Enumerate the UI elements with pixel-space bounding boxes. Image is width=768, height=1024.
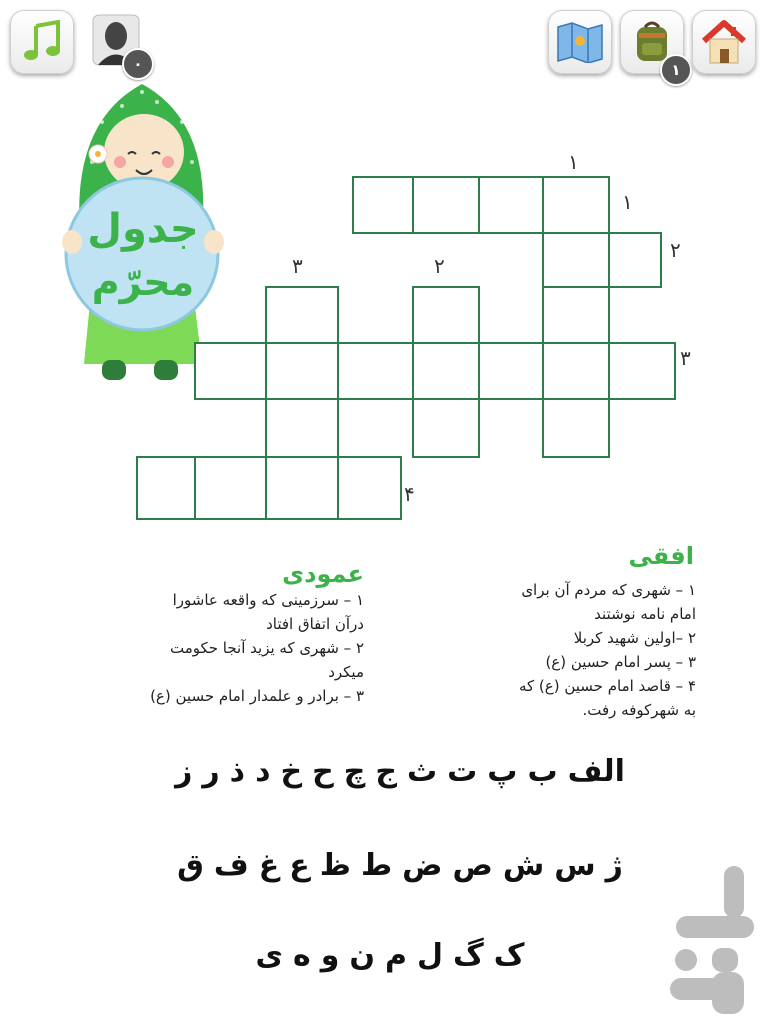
app-store-logo-icon xyxy=(662,860,762,1016)
crossword-cell[interactable] xyxy=(194,342,267,400)
letter-key[interactable]: ژ xyxy=(605,848,623,883)
clue-text: به شهرکوفه رفت. xyxy=(582,701,696,719)
crossword-cell[interactable] xyxy=(412,398,480,458)
map-button[interactable] xyxy=(548,10,612,74)
grid-number-top-2: ۲ xyxy=(434,254,445,278)
home-button[interactable] xyxy=(692,10,756,74)
music-note-icon xyxy=(20,20,64,64)
crossword-cell[interactable] xyxy=(412,286,480,344)
music-button[interactable] xyxy=(10,10,74,74)
letter-key[interactable]: ذ xyxy=(229,754,246,789)
letter-key[interactable]: ز xyxy=(175,754,193,789)
crossword-cell[interactable] xyxy=(265,398,339,458)
letter-key[interactable]: ل xyxy=(417,938,444,973)
letter-key[interactable]: گ xyxy=(453,938,484,973)
crossword-cell[interactable] xyxy=(265,342,339,400)
map-icon xyxy=(556,21,604,63)
letter-key[interactable]: ط xyxy=(360,848,393,883)
grid-number-top-3: ۳ xyxy=(292,254,303,278)
letter-key[interactable]: الف xyxy=(567,754,625,789)
clue-text: میکرد xyxy=(328,663,364,681)
letter-key[interactable]: ن xyxy=(349,938,375,973)
avatar-badge: ۰ xyxy=(122,48,154,80)
home-icon xyxy=(700,19,748,65)
grid-number-left-4: ۴ xyxy=(404,482,415,506)
letter-key[interactable]: ه xyxy=(293,938,311,973)
letter-key[interactable]: ق xyxy=(177,848,204,883)
clue-text: ۳ – پسر امام حسین (ع) xyxy=(545,653,696,671)
horizontal-clues xyxy=(470,578,696,722)
avatar-button[interactable] xyxy=(92,14,143,73)
horizontal-clues-title: افقی xyxy=(628,542,694,570)
letter-key[interactable]: و xyxy=(320,938,340,973)
letter-key[interactable]: ک xyxy=(493,938,525,973)
backpack-badge: ۱ xyxy=(660,54,692,86)
crossword-cell[interactable] xyxy=(542,398,610,458)
mascot-title-line1: جدول xyxy=(87,206,199,252)
crossword-cell[interactable] xyxy=(412,176,480,234)
clue-text: ۲ – شهری که یزید آنجا حکومت xyxy=(169,639,364,657)
clue-text: درآن اتفاق افتاد xyxy=(266,615,364,633)
letter-key[interactable]: ف xyxy=(213,848,249,883)
letter-row-3 xyxy=(220,938,560,973)
crossword-cell[interactable] xyxy=(265,456,339,520)
letter-key[interactable]: د xyxy=(255,754,271,789)
crossword-cell[interactable] xyxy=(337,342,414,400)
crossword-cell[interactable] xyxy=(542,286,610,344)
clue-text: ۴ – قاصد امام حسین (ع) که xyxy=(518,677,696,695)
crossword-cell[interactable] xyxy=(352,176,414,234)
clue-text: امام نامه نوشتند xyxy=(594,605,696,623)
letter-key[interactable]: ظ xyxy=(319,848,351,883)
crossword-cell[interactable] xyxy=(542,232,610,288)
letter-key[interactable]: خ xyxy=(280,754,303,789)
letter-key[interactable]: ر xyxy=(202,754,220,789)
vertical-clues-title: عمودی xyxy=(282,560,364,588)
letter-key[interactable]: ح xyxy=(312,754,334,789)
grid-number-right-1: ۱ xyxy=(622,190,633,214)
letter-row-1 xyxy=(120,754,680,789)
letter-key[interactable]: غ xyxy=(258,848,280,883)
clue-text: ۲ –اولین شهید کربلا xyxy=(573,629,696,647)
letter-key[interactable]: ش xyxy=(502,848,545,883)
crossword-cell[interactable] xyxy=(478,176,544,234)
letter-key[interactable]: ض xyxy=(402,848,443,883)
grid-number-right-3: ۳ xyxy=(680,346,691,370)
letter-row-2 xyxy=(160,848,640,883)
letter-key[interactable]: ب xyxy=(527,754,558,789)
grid-number-top-1: ۱ xyxy=(568,150,579,174)
vertical-clues xyxy=(122,588,364,708)
crossword-cell[interactable] xyxy=(412,342,480,400)
letter-key[interactable]: ت xyxy=(447,754,478,789)
crossword-cell[interactable] xyxy=(136,456,196,520)
grid-number-right-2: ۲ xyxy=(670,238,681,262)
letter-key[interactable]: م xyxy=(385,938,407,973)
backpack-button[interactable] xyxy=(620,10,684,79)
crossword-cell[interactable] xyxy=(608,342,676,400)
clue-text: ۱ – سرزمینی که واقعه عاشورا xyxy=(172,591,364,609)
mascot-title-line2: محرّم xyxy=(91,260,195,304)
letter-key[interactable]: ع xyxy=(289,848,310,883)
letter-key[interactable]: ث xyxy=(406,754,438,789)
crossword-cell[interactable] xyxy=(337,456,402,520)
crossword-cell[interactable] xyxy=(608,232,662,288)
letter-key[interactable]: چ xyxy=(343,754,366,789)
letter-key[interactable]: ی xyxy=(255,938,284,973)
letter-key[interactable]: ج xyxy=(375,754,397,789)
letter-key[interactable]: س xyxy=(554,848,596,883)
crossword-cell[interactable] xyxy=(194,456,267,520)
clue-text: ۱ – شهری که مردم آن برای xyxy=(521,581,696,599)
crossword-cell[interactable] xyxy=(478,342,544,400)
clue-text: ۳ – برادر و علمدار امام حسین (ع) xyxy=(150,687,364,705)
letter-key[interactable]: ص xyxy=(452,848,493,883)
crossword-cell[interactable] xyxy=(265,286,339,344)
crossword-cell[interactable] xyxy=(542,342,610,400)
mascot xyxy=(62,82,232,386)
crossword-cell[interactable] xyxy=(542,176,610,234)
letter-key[interactable]: پ xyxy=(487,754,518,789)
